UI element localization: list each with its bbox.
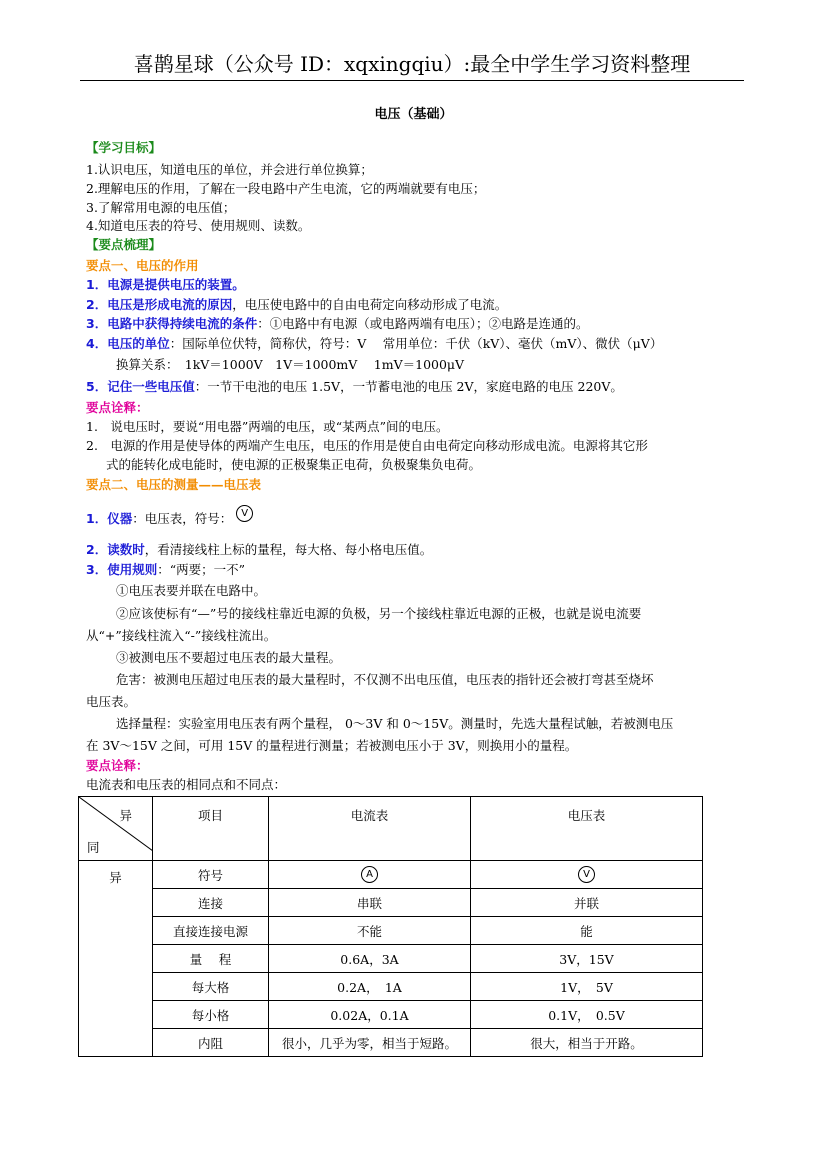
point2-line3-text: ：“两要；一不” [157, 562, 245, 577]
row-item: 直接连接电源 [153, 917, 269, 945]
point2-line3-key: 3．使用规则 [86, 562, 158, 577]
note1-item2: 2. 电源的作用是使导体的两端产生电压，电压的作用是使自由电荷定向移动形成电流。电源将其它形 [86, 438, 648, 453]
voltmeter-value: 能 [471, 917, 703, 945]
ammeter-value: 不能 [269, 917, 471, 945]
row-item: 每小格 [153, 1001, 269, 1029]
page-header: 喜鹊星球（公众号 ID：xqxingqiu）:最全中学生学习资料整理 [80, 50, 744, 81]
goal-item: 1.认识电压，知道电压的单位，并会进行单位换算； [86, 162, 373, 177]
range-text: 选择量程：实验室用电压表有两个量程， 0～3V 和 0～15V。测量时，先选大量程试触，若被测电压 [116, 716, 674, 731]
col-header-item: 项目 [153, 797, 269, 861]
point1-line2-key: 2．电压是形成电流的原因 [86, 297, 233, 312]
ammeter-value: 很小，几乎为零，相当于短路。 [269, 1029, 471, 1057]
point1-line5 [86, 378, 623, 396]
point1-heading: 要点一、电压的作用 [86, 258, 199, 273]
point2-line2-key: 2．读数时 [86, 542, 145, 557]
row-item: 内阻 [153, 1029, 269, 1057]
point1-line4-key: 4．电压的单位 [86, 336, 170, 351]
corner-label-bottom: 同 [87, 840, 100, 855]
col-header-voltmeter: 电压表 [471, 797, 703, 861]
note1-heading: 要点诠释： [86, 400, 149, 415]
danger-text: 危害：被测电压超过电压表的最大量程时，不仅测不出电压值，电压表的指针还会被打弯甚至烧坏 [116, 672, 654, 687]
point2-line1 [86, 510, 253, 528]
note1-item2-cont: 式的能转化成电能时，使电源的正极聚集正电荷，负极聚集负电荷。 [106, 457, 482, 472]
point2-line2-text: ，看清接线柱上标的量程，每大格、每小格电压值。 [144, 542, 433, 557]
table-intro: 电流表和电压表的相同点和不同点： [86, 777, 287, 792]
voltmeter-value: 3V，15V [471, 945, 703, 973]
point1-line5-text: ：一节干电池的电压 1.5V，一节蓄电池的电压 2V，家庭电路的电压 220V。 [194, 379, 623, 394]
point1-line4-text: ：国际单位伏特，简称伏，符号：V 常用单位：千伏（kV）、毫伏（mV）、微伏（μV） [169, 336, 663, 351]
voltmeter-value: 很大，相当于开路。 [471, 1029, 703, 1057]
group-label-cell: 异 [79, 861, 153, 1057]
point1-line3 [86, 315, 588, 333]
table-header-row [79, 797, 703, 861]
point1-line2-text: ，电压使电路中的自由电荷定向移动形成了电流。 [232, 297, 508, 312]
row-item: 符号 [153, 861, 269, 889]
ammeter-value: 0.6A，3A [269, 945, 471, 973]
ammeter-symbol-cell [269, 861, 471, 889]
corner-label-top: 异 [119, 808, 132, 823]
voltmeter-value: 1V， 5V [471, 973, 703, 1001]
point1-line2 [86, 296, 507, 314]
voltmeter-symbol-icon: V [236, 505, 253, 522]
table-row [79, 889, 703, 917]
page-title: 电压（基础） [374, 107, 453, 122]
diagonal-corner-cell [79, 797, 153, 861]
table-row [79, 861, 703, 889]
row-item: 每大格 [153, 973, 269, 1001]
goals-heading: 【学习目标】 [86, 140, 162, 155]
comparison-table [78, 796, 703, 1057]
summary-heading: 【要点梳理】 [86, 237, 162, 252]
point2-line1-key: 1．仪器 [86, 511, 133, 526]
rule-1: ①电压表要并联在电路中。 [116, 583, 267, 598]
note2-heading: 要点诠释： [86, 758, 149, 773]
ammeter-value: 0.2A， 1A [269, 973, 471, 1001]
ammeter-value: 0.02A，0.1A [269, 1001, 471, 1029]
point1-line4 [86, 335, 662, 353]
point2-heading: 要点二、电压的测量——电压表 [86, 477, 262, 492]
goal-item: 2.理解电压的作用，了解在一段电路中产生电流，它的两端就要有电压； [86, 181, 486, 196]
table-row [79, 917, 703, 945]
rule-2-cont: 从“+”接线柱流入“-”接线柱流出。 [86, 628, 277, 643]
point2-line2 [86, 541, 432, 559]
point2-line1-text: ：电压表，符号： [132, 511, 233, 526]
rule-2: ②应该使标有“—”号的接线柱靠近电源的负极，另一个接线柱靠近电源的正极，也就是说电流要 [116, 606, 642, 621]
point2-line3 [86, 561, 245, 579]
point1-line1: 1．电源是提供电压的装置。 [86, 277, 245, 292]
note1-item1: 1. 说电压时，要说“用电器”两端的电压，或“某两点”间的电压。 [86, 419, 449, 434]
unit-conversion: 换算关系： 1kV＝1000V 1V＝1000mV 1mV＝1000μV [116, 357, 465, 372]
voltmeter-value: 0.1V， 0.5V [471, 1001, 703, 1029]
row-item: 连接 [153, 889, 269, 917]
goal-item: 4.知道电压表的符号、使用规则、读数。 [86, 218, 311, 233]
voltmeter-symbol-cell [471, 861, 703, 889]
col-header-ammeter: 电流表 [269, 797, 471, 861]
ammeter-value: 串联 [269, 889, 471, 917]
point1-line3-text: ：①电路中有电源（或电路两端有电压）；②电路是连通的。 [257, 316, 589, 331]
table-row [79, 1001, 703, 1029]
voltmeter-value: 并联 [471, 889, 703, 917]
table-row [79, 1029, 703, 1057]
table-row [79, 973, 703, 1001]
rule-3: ③被测电压不要超过电压表的最大量程。 [116, 650, 342, 665]
table-row [79, 945, 703, 973]
danger-text-cont: 电压表。 [86, 694, 137, 709]
voltmeter-symbol-icon: V [578, 866, 595, 883]
goal-item: 3.了解常用电源的电压值； [86, 200, 236, 215]
range-text-cont: 在 3V～15V 之间，可用 15V 的量程进行测量；若被测电压小于 3V，则换用小的量程。 [86, 738, 578, 753]
ammeter-symbol-icon: A [361, 866, 378, 883]
point1-line3-key: 3．电路中获得持续电流的条件 [86, 316, 258, 331]
point1-line5-key: 5．记住一些电压值 [86, 379, 195, 394]
row-item: 量 程 [153, 945, 269, 973]
